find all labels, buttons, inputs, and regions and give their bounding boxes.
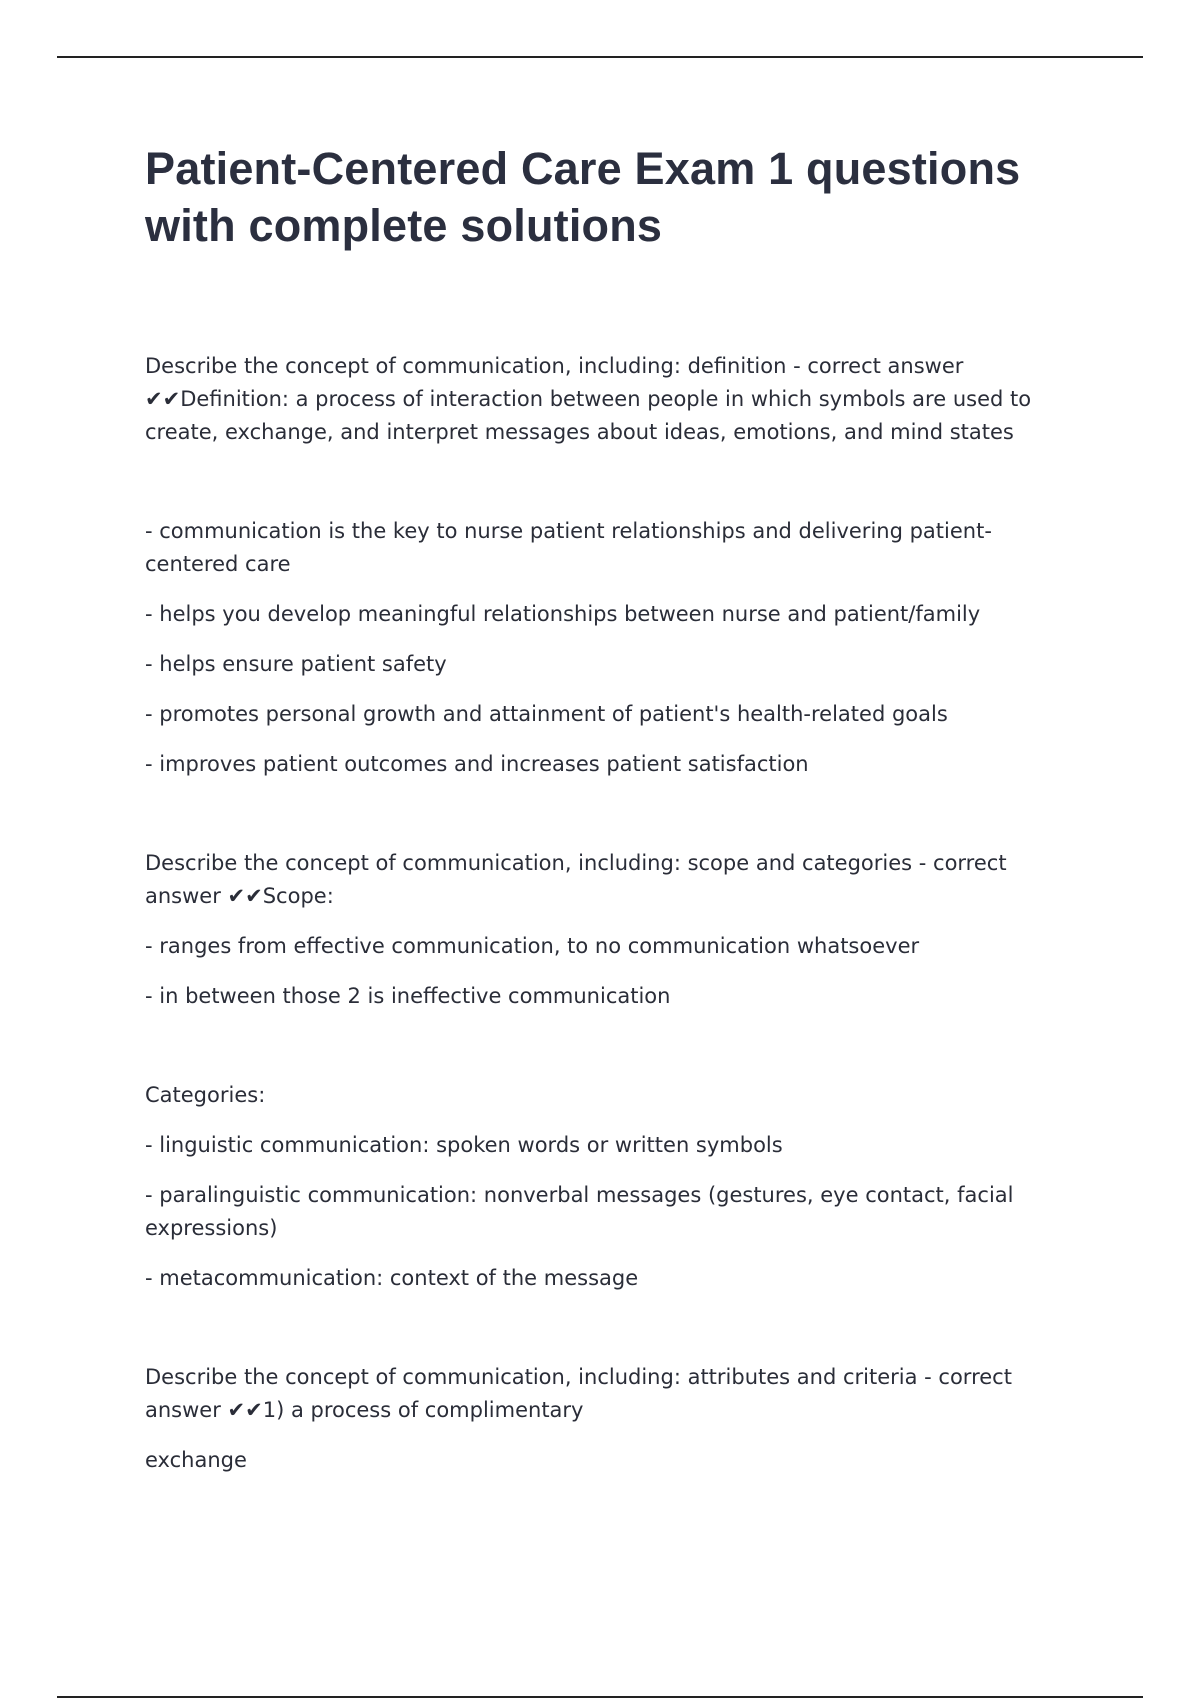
list-item: - paralinguistic communication: nonverbal messages (gestures, eye contact, facial expressions) [145, 1183, 1014, 1240]
top-rule [57, 56, 1143, 58]
title-line-2: with complete solutions [145, 200, 663, 251]
question-3-continuation: exchange [145, 1448, 247, 1472]
list-item: - helps you develop meaningful relationships between nurse and patient/family [145, 602, 981, 626]
document-body [145, 350, 1085, 1477]
list-item: - improves patient outcomes and increases patient satisfaction [145, 752, 809, 776]
list-item: - promotes personal growth and attainment of patient's health-related goals [145, 702, 948, 726]
list-item: - communication is the key to nurse patient relationships and delivering patient-centered care [145, 519, 992, 576]
bottom-rule [57, 1696, 1143, 1698]
list-item: - metacommunication: context of the message [145, 1266, 639, 1290]
list-item: - ranges from effective communication, to no communication whatsoever [145, 934, 920, 958]
document-page [145, 140, 1085, 1477]
list-item: - linguistic communication: spoken words or written symbols [145, 1133, 783, 1157]
question-1: Describe the concept of communication, including: definition - correct answer ✔✔Definition: a process of interaction between people in which symbols are used to create, exchange, and interpret messages about ideas, emotions, and mind states [145, 354, 1032, 444]
list-item: - helps ensure patient safety [145, 652, 447, 676]
document-title [145, 140, 1085, 254]
title-line-1: Patient-Centered Care Exam 1 questions [145, 143, 1021, 194]
question-3: Describe the concept of communication, including: attributes and criteria - correct answer ✔✔1) a process of complimentary [145, 1365, 1012, 1422]
list-item: - in between those 2 is ineffective communication [145, 984, 671, 1008]
categories-heading: Categories: [145, 1083, 266, 1107]
question-2: Describe the concept of communication, including: scope and categories - correct answer ✔✔Scope: [145, 851, 1007, 908]
